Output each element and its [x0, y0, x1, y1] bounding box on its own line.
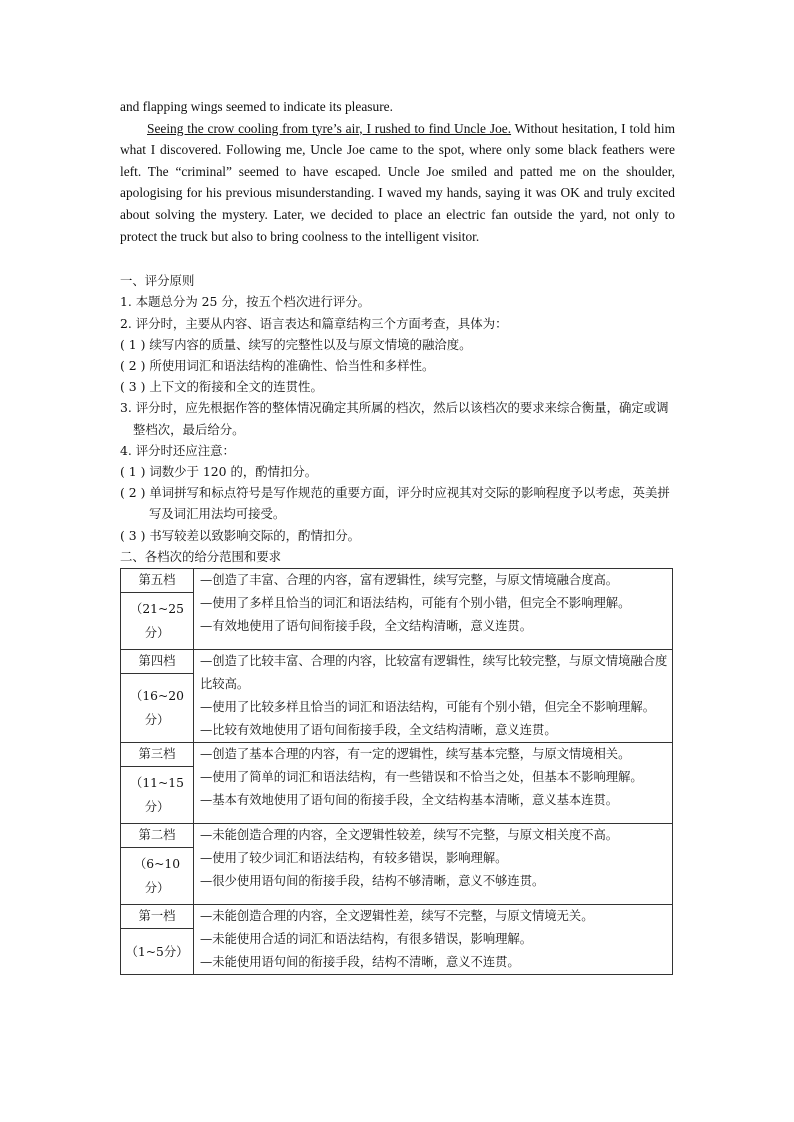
level-description	[194, 650, 673, 743]
story-paragraph-2-rest: Without hesitation, I told him what I discovered. Following me, Uncle Joe came to the spot, where only some black feathers were left. The “criminal” seemed to have escaped. Uncle Joe smiled and patted me on the shoulder, apologising for his previous misunderstanding. I waved my hands, saying it was OK and truly excited about solving the mystery. Later, we decided to place an electric fan outside the yard, not only to protect the truck but also to bring coolness to the intelligent visitor.	[120, 120, 675, 244]
table-row	[121, 650, 673, 674]
level-line: —有效地使用了语句间衔接手段，全文结构清晰，意义连贯。	[200, 619, 533, 633]
level-line: —使用了比较多样且恰当的词汇和语法结构，可能有个别小错，但完全不影响理解。	[200, 700, 655, 714]
level-name: 第一档	[121, 905, 194, 929]
level-line: —比较有效地使用了语句间衔接手段，全文结构清晰，意义连贯。	[200, 723, 557, 737]
principle-item: 3. 评分时，应先根据作答的整体情况确定其所属的档次，然后以该档次的要求来综合衡量，确定或调整档次，最后给分。	[120, 400, 669, 437]
level-line: —很少使用语句间的衔接手段，结构不够清晰，意义不够连贯。	[200, 874, 545, 888]
level-range: （6~10分）	[121, 848, 194, 905]
level-line: —创造了丰富、合理的内容，富有逻辑性，续写完整，与原文情境融合度高。	[200, 573, 619, 587]
story-paragraph-1: and flapping wings seemed to indicate its pleasure.	[120, 99, 393, 114]
level-line: —使用了较少词汇和语法结构，有较多错误，影响理解。	[200, 851, 508, 865]
table-row	[121, 824, 673, 848]
principle-item: 1. 本题总分为 25 分，按五个档次进行评分。	[120, 294, 371, 310]
level-name: 第二档	[121, 824, 194, 848]
principle-subitem: ( 3 ) 书写较差以致影响交际的，酌情扣分。	[120, 527, 361, 543]
level-range: （21~25分）	[121, 593, 194, 650]
level-line: —使用了多样且恰当的词汇和语法结构，可能有个别小错，但完全不影响理解。	[200, 596, 631, 610]
document-page	[120, 96, 675, 975]
principle-subitem: ( 1 ) 续写内容的质量、续写的完整性以及与原文情境的融洽度。	[120, 336, 472, 352]
level-line: —使用了简单的词汇和语法结构，有一些错误和不恰当之处，但基本不影响理解。	[200, 770, 643, 784]
principle-item: 4. 评分时还应注意：	[120, 442, 235, 458]
level-description	[194, 824, 673, 905]
level-line: —未能创造合理的内容，全文逻辑性较差，续写不完整，与原文相关度不高。	[200, 828, 619, 842]
level-line: —未能创造合理的内容，全文逻辑性差，续写不完整，与原文情境无关。	[200, 909, 594, 923]
level-line: —未能使用合适的词汇和语法结构，有很多错误，影响理解。	[200, 932, 533, 946]
level-description	[194, 905, 673, 975]
principle-subitem: ( 2 ) 所使用词汇和语法结构的准确性、恰当性和多样性。	[120, 357, 435, 373]
level-line: —创造了基本合理的内容，有一定的逻辑性，续写基本完整，与原文情境相关。	[200, 747, 631, 761]
level-range: （1~5分）	[121, 929, 194, 975]
principle-item: 2. 评分时，主要从内容、语言表达和篇章结构三个方面考查，具体为：	[120, 315, 508, 331]
principles-heading: 一、评分原则	[120, 273, 195, 289]
principle-subitem: ( 1 ) 词数少于 120 的，酌情扣分。	[120, 463, 318, 479]
level-line: —基本有效地使用了语句间的衔接手段，全文结构基本清晰，意义基本连贯。	[200, 793, 619, 807]
level-name: 第五档	[121, 569, 194, 593]
levels-heading: 二、各档次的给分范围和要求	[120, 548, 282, 564]
level-range: （11~15分）	[121, 767, 194, 824]
level-line: —创造了比较丰富、合理的内容，比较富有逻辑性，续写比较完整，与原文情境融合度比较高。	[200, 654, 668, 691]
level-description	[194, 569, 673, 650]
table-row	[121, 743, 673, 767]
level-description	[194, 743, 673, 824]
table-row	[121, 569, 673, 593]
principle-subitem: ( 3 ) 上下文的衔接和全文的连贯性。	[120, 379, 323, 395]
table-row	[121, 905, 673, 929]
scoring-table	[120, 568, 673, 975]
level-range: （16~20分）	[121, 674, 194, 743]
level-line: —未能使用语句间的衔接手段，结构不清晰，意义不连贯。	[200, 955, 520, 969]
level-name: 第四档	[121, 650, 194, 674]
principle-subitem: ( 2 ) 单词拼写和标点符号是写作规范的重要方面，评分时应视其对交际的影响程度予以考虑，英美拼写及词汇用法均可接受。	[120, 485, 670, 522]
story-paragraph-2	[120, 118, 675, 248]
underlined-sentence: Seeing the crow cooling from tyre’s air, I rushed to find Uncle Joe.	[147, 120, 512, 136]
level-name: 第三档	[121, 743, 194, 767]
